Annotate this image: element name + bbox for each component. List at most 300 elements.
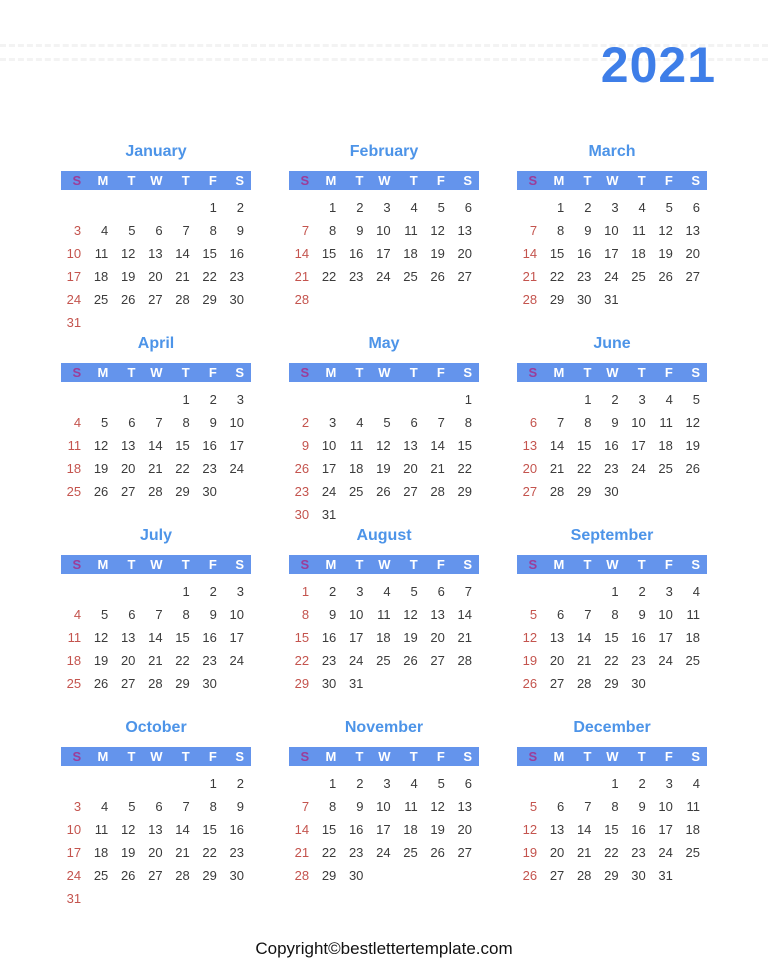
- date-cell: 24: [604, 269, 619, 284]
- date-cell: 13: [457, 799, 472, 814]
- date-cell: 9: [329, 607, 337, 622]
- date-cell: 10: [376, 799, 391, 814]
- date-cell: 1: [301, 584, 310, 599]
- date-cell: 3: [329, 415, 337, 430]
- date-cell: 28: [457, 653, 472, 668]
- date-cell: 6: [557, 607, 565, 622]
- date-cell: 26: [93, 676, 109, 691]
- month-title: March: [588, 143, 636, 160]
- week-row: [289, 795, 479, 818]
- date-cell: 20: [457, 822, 472, 837]
- dow-label: F: [664, 365, 673, 380]
- date-cell: 6: [128, 607, 136, 622]
- dow-label: T: [409, 173, 418, 188]
- date-cell: 23: [631, 845, 646, 860]
- weeks: [61, 772, 251, 910]
- dow-label: W: [378, 557, 391, 572]
- date-cell: 11: [404, 799, 418, 814]
- date-cell: 20: [549, 845, 565, 860]
- dow-label: F: [208, 557, 217, 572]
- date-cell: 14: [175, 246, 190, 261]
- dow-label: M: [325, 749, 337, 764]
- date-cell: 24: [321, 484, 337, 499]
- week-row: [517, 219, 707, 242]
- month-block: [517, 524, 707, 716]
- dow-label: S: [463, 173, 472, 188]
- dow-row: [61, 747, 251, 766]
- date-cell: 4: [73, 607, 82, 622]
- date-cell: 27: [522, 484, 538, 499]
- date-cell: 27: [403, 484, 418, 499]
- date-cell: 13: [522, 438, 538, 453]
- date-cell: 31: [66, 315, 82, 330]
- date-cell: 2: [209, 584, 217, 599]
- weeks: [289, 580, 479, 695]
- date-cell: 16: [631, 630, 646, 645]
- date-cell: 18: [348, 461, 364, 476]
- date-cell: 11: [94, 246, 109, 261]
- date-cell: 15: [576, 438, 592, 453]
- date-cell: 4: [410, 776, 418, 791]
- date-cell: 26: [376, 484, 391, 499]
- date-cell: 15: [549, 246, 565, 261]
- date-cell: 30: [229, 292, 244, 307]
- dow-label: T: [181, 749, 190, 764]
- date-cell: 28: [576, 676, 592, 691]
- week-row: [289, 672, 479, 695]
- dow-label: T: [181, 365, 190, 380]
- dow-sunday-label: S: [528, 173, 538, 188]
- date-cell: 30: [631, 676, 646, 691]
- date-cell: 22: [202, 269, 217, 284]
- date-cell: 14: [576, 630, 592, 645]
- date-cell: 31: [321, 507, 337, 522]
- dow-label: T: [181, 173, 190, 188]
- date-cell: 19: [93, 653, 109, 668]
- date-cell: 25: [66, 484, 82, 499]
- date-cell: 9: [356, 223, 364, 238]
- date-cell: 26: [658, 269, 673, 284]
- date-cell: 7: [155, 607, 163, 622]
- week-row: [517, 795, 707, 818]
- week-row: [517, 864, 707, 887]
- date-cell: 22: [321, 845, 337, 860]
- week-row: [517, 580, 707, 603]
- dow-label: T: [355, 557, 364, 572]
- dow-label: T: [583, 365, 592, 380]
- date-cell: 14: [522, 246, 538, 261]
- date-cell: 17: [66, 845, 82, 860]
- date-cell: 10: [658, 799, 673, 814]
- date-cell: 29: [457, 484, 472, 499]
- date-cell: 25: [93, 292, 109, 307]
- date-cell: 12: [522, 630, 538, 645]
- date-cell: 13: [403, 438, 418, 453]
- dow-label: W: [150, 173, 163, 188]
- date-cell: 6: [557, 799, 565, 814]
- date-cell: 10: [658, 607, 673, 622]
- date-cell: 29: [321, 868, 337, 883]
- date-cell: 27: [549, 868, 565, 883]
- date-cell: 14: [457, 607, 472, 622]
- dow-sunday-label: S: [528, 557, 538, 572]
- dow-label: F: [664, 749, 673, 764]
- dow-label: T: [583, 557, 592, 572]
- date-cell: 1: [329, 200, 337, 215]
- date-cell: 3: [73, 799, 82, 814]
- date-cell: 27: [685, 269, 700, 284]
- date-cell: 30: [348, 868, 364, 883]
- date-cell: 29: [604, 676, 619, 691]
- week-row: [289, 772, 479, 795]
- date-cell: 7: [529, 223, 538, 238]
- date-cell: 27: [430, 653, 445, 668]
- date-cell: 28: [430, 484, 445, 499]
- date-cell: 10: [604, 223, 619, 238]
- date-cell: 15: [321, 822, 337, 837]
- dow-label: W: [378, 749, 391, 764]
- dow-label: W: [606, 365, 619, 380]
- date-cell: 29: [294, 676, 310, 691]
- date-cell: 3: [356, 584, 364, 599]
- date-cell: 18: [685, 822, 700, 837]
- date-cell: 10: [66, 246, 82, 261]
- dow-label: S: [691, 557, 700, 572]
- dow-label: W: [150, 365, 163, 380]
- week-row: [289, 480, 479, 503]
- dow-label: T: [637, 749, 646, 764]
- date-cell: 3: [73, 223, 82, 238]
- week-row: [289, 841, 479, 864]
- dow-label: S: [463, 749, 472, 764]
- date-cell: 1: [329, 776, 337, 791]
- date-cell: 25: [93, 868, 109, 883]
- date-cell: 1: [182, 584, 190, 599]
- date-cell: 6: [464, 776, 472, 791]
- date-cell: 28: [175, 292, 190, 307]
- date-cell: 21: [576, 653, 592, 668]
- date-cell: 21: [175, 845, 190, 860]
- date-cell: 16: [604, 438, 619, 453]
- date-cell: 4: [73, 415, 82, 430]
- dow-label: W: [606, 173, 619, 188]
- date-cell: 30: [202, 676, 217, 691]
- week-row: [289, 626, 479, 649]
- week-row: [61, 864, 251, 887]
- date-cell: 21: [430, 461, 445, 476]
- month-block: [61, 332, 251, 524]
- dow-row: [289, 171, 479, 190]
- date-cell: 28: [576, 868, 592, 883]
- date-cell: 11: [404, 223, 418, 238]
- date-cell: 30: [576, 292, 592, 307]
- date-cell: 8: [611, 799, 619, 814]
- week-row: [289, 503, 479, 526]
- date-cell: 31: [658, 868, 673, 883]
- date-cell: 16: [229, 246, 244, 261]
- week-row: [517, 672, 707, 695]
- date-cell: 14: [576, 822, 592, 837]
- date-cell: 1: [584, 392, 592, 407]
- week-row: [517, 649, 707, 672]
- date-cell: 1: [611, 584, 619, 599]
- date-cell: 16: [348, 822, 364, 837]
- date-cell: 27: [120, 676, 136, 691]
- date-cell: 13: [685, 223, 700, 238]
- dow-label: M: [97, 557, 109, 572]
- month-block: [61, 716, 251, 908]
- week-row: [61, 265, 251, 288]
- date-cell: 29: [175, 676, 190, 691]
- date-cell: 17: [66, 269, 82, 284]
- week-row: [289, 457, 479, 480]
- date-cell: 4: [692, 584, 700, 599]
- date-cell: 25: [403, 845, 418, 860]
- date-cell: 28: [549, 484, 565, 499]
- date-cell: 17: [229, 438, 244, 453]
- date-cell: 24: [376, 269, 391, 284]
- dow-label: T: [409, 749, 418, 764]
- date-cell: 6: [437, 584, 445, 599]
- dow-label: M: [553, 749, 565, 764]
- date-cell: 18: [631, 246, 646, 261]
- dow-label: S: [235, 557, 244, 572]
- dow-label: T: [181, 557, 190, 572]
- date-cell: 3: [236, 392, 244, 407]
- date-cell: 14: [148, 438, 163, 453]
- date-cell: 7: [557, 415, 565, 430]
- week-row: [61, 411, 251, 434]
- date-cell: 3: [236, 584, 244, 599]
- date-cell: 2: [301, 415, 310, 430]
- date-cell: 25: [658, 461, 673, 476]
- weeks: [517, 196, 707, 311]
- date-cell: 14: [294, 822, 310, 837]
- date-cell: 5: [410, 584, 418, 599]
- date-cell: 10: [321, 438, 337, 453]
- dow-label: S: [463, 365, 472, 380]
- week-row: [517, 457, 707, 480]
- date-cell: 26: [430, 269, 445, 284]
- dow-label: M: [325, 365, 337, 380]
- date-cell: 10: [348, 607, 364, 622]
- week-row: [517, 288, 707, 311]
- week-row: [61, 580, 251, 603]
- date-cell: 24: [348, 653, 364, 668]
- dow-label: S: [463, 557, 472, 572]
- week-row: [289, 434, 479, 457]
- date-cell: 20: [120, 461, 136, 476]
- date-cell: 29: [604, 868, 619, 883]
- date-cell: 3: [665, 584, 673, 599]
- date-cell: 2: [611, 392, 619, 407]
- date-cell: 25: [376, 653, 391, 668]
- dow-label: T: [583, 173, 592, 188]
- date-cell: 18: [403, 822, 418, 837]
- date-cell: 26: [685, 461, 700, 476]
- date-cell: 18: [685, 630, 700, 645]
- month-block: [517, 332, 707, 524]
- date-cell: 4: [383, 584, 391, 599]
- date-cell: 2: [356, 776, 364, 791]
- date-cell: 26: [93, 484, 109, 499]
- dow-label: T: [637, 557, 646, 572]
- date-cell: 24: [66, 868, 82, 883]
- date-cell: 6: [155, 223, 163, 238]
- week-row: [61, 457, 251, 480]
- date-cell: 14: [148, 630, 163, 645]
- date-cell: 7: [182, 223, 190, 238]
- date-cell: 10: [66, 822, 82, 837]
- dow-row: [61, 171, 251, 190]
- month-block: [517, 716, 707, 908]
- date-cell: 17: [604, 246, 619, 261]
- date-cell: 27: [148, 868, 163, 883]
- date-cell: 3: [665, 776, 673, 791]
- week-row: [289, 196, 479, 219]
- week-row: [61, 818, 251, 841]
- date-cell: 1: [611, 776, 619, 791]
- date-cell: 2: [236, 200, 244, 215]
- date-cell: 22: [202, 845, 217, 860]
- date-cell: 10: [631, 415, 646, 430]
- week-row: [61, 288, 251, 311]
- week-row: [289, 219, 479, 242]
- week-row: [289, 242, 479, 265]
- date-cell: 21: [148, 653, 163, 668]
- week-row: [517, 411, 707, 434]
- date-cell: 9: [236, 223, 244, 238]
- weeks: [517, 580, 707, 695]
- date-cell: 4: [101, 223, 109, 238]
- date-cell: 1: [209, 200, 217, 215]
- dow-label: W: [606, 749, 619, 764]
- dow-label: F: [208, 365, 217, 380]
- date-cell: 29: [175, 484, 190, 499]
- calendar-grid: [61, 140, 707, 908]
- date-cell: 24: [229, 653, 244, 668]
- date-cell: 17: [631, 438, 646, 453]
- date-cell: 18: [93, 269, 109, 284]
- date-cell: 5: [665, 200, 673, 215]
- week-row: [289, 580, 479, 603]
- date-cell: 9: [356, 799, 364, 814]
- date-cell: 3: [383, 200, 391, 215]
- week-row: [517, 772, 707, 795]
- week-row: [517, 626, 707, 649]
- date-cell: 28: [294, 868, 310, 883]
- dow-label: W: [150, 557, 163, 572]
- month-block: [61, 140, 251, 332]
- week-row: [61, 626, 251, 649]
- date-cell: 28: [294, 292, 310, 307]
- week-row: [289, 649, 479, 672]
- dow-label: F: [664, 557, 673, 572]
- date-cell: 22: [604, 845, 619, 860]
- dow-label: T: [355, 749, 364, 764]
- date-cell: 13: [148, 822, 163, 837]
- date-cell: 26: [120, 868, 136, 883]
- date-cell: 23: [229, 845, 244, 860]
- month-title: November: [344, 719, 424, 736]
- month-title: December: [573, 719, 651, 736]
- date-cell: 13: [148, 246, 163, 261]
- date-cell: 8: [557, 223, 565, 238]
- date-cell: 6: [128, 415, 136, 430]
- date-cell: 7: [301, 799, 310, 814]
- date-cell: 9: [638, 799, 646, 814]
- dow-row: [289, 555, 479, 574]
- date-cell: 16: [202, 630, 217, 645]
- date-cell: 18: [66, 653, 82, 668]
- date-cell: 16: [576, 246, 592, 261]
- dow-label: T: [637, 365, 646, 380]
- dow-label: T: [127, 749, 136, 764]
- date-cell: 15: [175, 630, 190, 645]
- week-row: [61, 772, 251, 795]
- dow-sunday-label: S: [72, 749, 82, 764]
- date-cell: 5: [529, 607, 538, 622]
- date-cell: 22: [321, 269, 337, 284]
- date-cell: 24: [66, 292, 82, 307]
- date-cell: 17: [658, 630, 673, 645]
- weeks: [289, 772, 479, 887]
- week-row: [61, 219, 251, 242]
- date-cell: 26: [522, 676, 538, 691]
- dow-row: [517, 747, 707, 766]
- date-cell: 23: [229, 269, 244, 284]
- date-cell: 5: [437, 776, 445, 791]
- date-cell: 2: [584, 200, 592, 215]
- month-title: May: [368, 335, 400, 352]
- date-cell: 14: [294, 246, 310, 261]
- date-cell: 14: [549, 438, 565, 453]
- weeks: [517, 388, 707, 503]
- date-cell: 10: [229, 415, 244, 430]
- dow-row: [61, 555, 251, 574]
- date-cell: 7: [155, 415, 163, 430]
- year-heading: 2021: [600, 37, 716, 93]
- date-cell: 13: [549, 630, 565, 645]
- week-row: [61, 672, 251, 695]
- date-cell: 2: [209, 392, 217, 407]
- date-cell: 8: [209, 799, 217, 814]
- date-cell: 28: [175, 868, 190, 883]
- week-row: [61, 311, 251, 334]
- date-cell: 20: [522, 461, 538, 476]
- dow-label: F: [436, 173, 445, 188]
- date-cell: 7: [182, 799, 190, 814]
- date-cell: 12: [430, 799, 445, 814]
- date-cell: 15: [321, 246, 337, 261]
- month-title: July: [139, 527, 172, 544]
- date-cell: 29: [549, 292, 565, 307]
- date-cell: 14: [175, 822, 190, 837]
- week-row: [517, 480, 707, 503]
- date-cell: 11: [659, 415, 673, 430]
- month-block: [289, 716, 479, 908]
- date-cell: 19: [522, 845, 538, 860]
- date-cell: 26: [430, 845, 445, 860]
- month-block: [61, 524, 251, 716]
- date-cell: 2: [638, 584, 646, 599]
- dow-sunday-label: S: [72, 173, 82, 188]
- date-cell: 4: [665, 392, 673, 407]
- date-cell: 12: [120, 822, 136, 837]
- date-cell: 31: [66, 891, 82, 906]
- date-cell: 22: [175, 461, 190, 476]
- date-cell: 28: [522, 292, 538, 307]
